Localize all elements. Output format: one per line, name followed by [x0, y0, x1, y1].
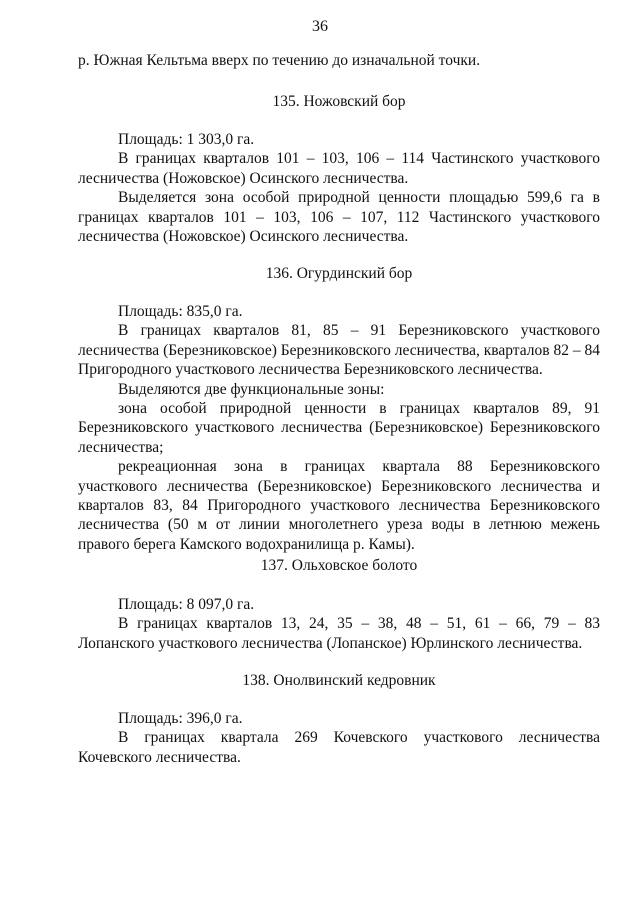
paragraph: рекреационная зона в границах квартала 88 Березниковского участкового лесничества (Березниковское) Березниковского лесничества и кварталов 83, 84 Пригородного участкового лесничества Березниковского лесничества (50 м от линии многолетнего уреза воды в летнюю межень правого берега Камского водохранилища р. Камы). — [78, 458, 600, 553]
paragraph: В границах кварталов 101 – 103, 106 – 114 Частинского участкового лесничества (Ножовское) Осинского лесничества. — [78, 150, 600, 187]
section-title: 135. Ножовский бор — [272, 93, 406, 110]
section-137-body — [78, 595, 600, 653]
paragraph: Выделяется зона особой природной ценности площадью 599,6 га в границах кварталов 101 – 103, 106 – 107, 112 Частинского участкового лесничества (Ножовское) Осинского лесничества. — [78, 189, 600, 246]
page-number: 36 — [312, 18, 328, 35]
section-title: 138. Онолвинский кедровник — [242, 672, 436, 689]
section-135-body — [78, 130, 600, 246]
intro-line: р. Южная Кельтьма вверх по течению до изначальной точки. — [78, 52, 481, 69]
paragraph: В границах кварталов 81, 85 – 91 Березниковского участкового лесничества (Березниковское) Березниковского лесничества, кварталов 82 – 84 Пригородного участкового лесничества Березниковского лесничества. — [78, 322, 600, 379]
area-line: Площадь: 396,0 га. — [118, 710, 243, 727]
section-137 — [78, 556, 600, 575]
area-line: Площадь: 8 097,0 га. — [118, 596, 255, 613]
section-136 — [78, 264, 600, 283]
section-title: 137. Ольховское болото — [260, 557, 418, 574]
intro-paragraph — [78, 51, 600, 70]
area-line: Площадь: 1 303,0 га. — [118, 131, 255, 148]
paragraph: В границах кварталов 13, 24, 35 – 38, 48 – 51, 61 – 66, 79 – 83 Лопанского участкового лесничества (Лопанское) Юрлинского лесничества. — [78, 615, 600, 652]
section-135 — [78, 92, 600, 111]
section-136-body — [78, 302, 600, 554]
section-138-body — [78, 709, 600, 767]
section-138 — [78, 671, 600, 690]
paragraph: Выделяются две функциональные зоны: — [118, 380, 385, 398]
paragraph: В границах квартала 269 Кочевского участкового лесничества Кочевского лесничества. — [78, 729, 600, 766]
section-title: 136. Огурдинский бор — [265, 265, 413, 282]
paragraph: зона особой природной ценности в границах кварталов 89, 91 Березниковского участкового лесничества (Березниковское) Березниковского лесничества; — [78, 400, 600, 456]
area-line: Площадь: 835,0 га. — [118, 303, 243, 320]
